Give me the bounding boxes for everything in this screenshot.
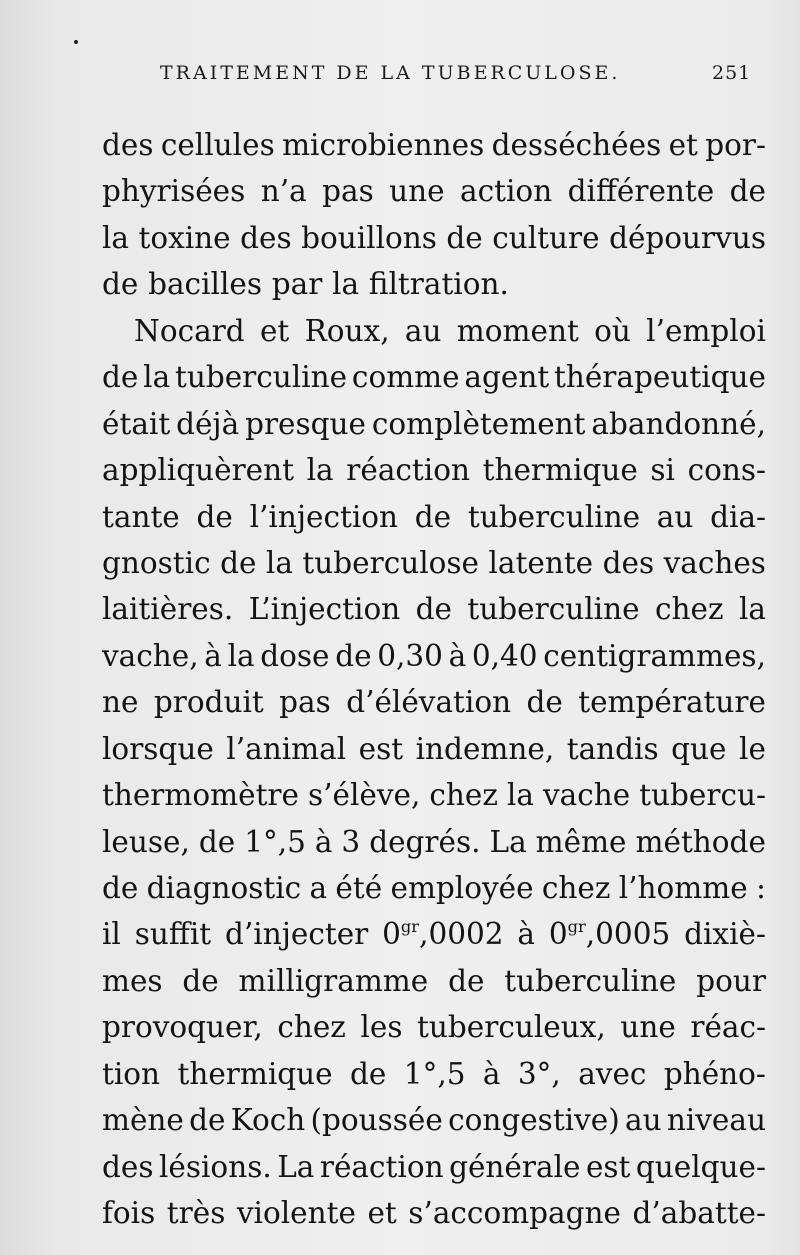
text-line [102, 168, 766, 214]
word: bouillons [301, 220, 437, 255]
word: suffit [134, 917, 212, 952]
word: dose [260, 638, 330, 673]
word: il [102, 917, 121, 952]
word: de [729, 174, 766, 209]
word: à [204, 638, 222, 673]
word: n’a [260, 174, 307, 209]
page-number: 251 [712, 62, 752, 84]
word: microbiennes [282, 128, 485, 162]
word: thermique [482, 453, 638, 488]
word: que [671, 731, 727, 766]
text-line [102, 911, 766, 957]
word: comme [351, 360, 460, 395]
word: tion [102, 1056, 161, 1091]
word: générale [449, 1149, 581, 1184]
word: lésions. [158, 1149, 272, 1184]
word: action [460, 174, 553, 209]
word: phyrisées [102, 174, 246, 209]
word: 1°,5 [403, 1056, 466, 1091]
word: des [102, 1149, 154, 1184]
word: s’accompagne [408, 1196, 621, 1231]
word: Koch [230, 1103, 306, 1138]
word: bacilles [148, 267, 262, 302]
word: le [739, 731, 766, 766]
word: la [265, 545, 293, 580]
word: par [271, 267, 323, 302]
word: latente [488, 545, 594, 580]
word: pour [696, 963, 766, 998]
word: température [578, 685, 766, 720]
word: cons- [687, 453, 766, 488]
word: vache [542, 778, 631, 813]
word: L’injection [248, 592, 401, 627]
word: des [240, 220, 292, 255]
word: thermomètre [102, 778, 299, 813]
word: chez [654, 592, 724, 627]
word: gnostic [102, 545, 211, 580]
word: 0,40 [471, 638, 538, 673]
word: moment [456, 313, 579, 348]
word: $0^{gr},0002$ [382, 917, 504, 952]
word: tubercu- [639, 778, 766, 813]
paragraph-start-line [102, 308, 766, 354]
word: très [166, 1196, 226, 1231]
word: de [335, 638, 372, 673]
word: tuberculeux, [417, 1010, 606, 1045]
word: la [738, 592, 766, 627]
word: l’emploi [646, 313, 766, 348]
word: d’injecter [225, 917, 369, 952]
text-line [102, 1144, 766, 1190]
word: congestive) [448, 1103, 620, 1138]
word: où [594, 313, 631, 348]
word: La [277, 1149, 315, 1184]
word: degrés. [369, 824, 481, 859]
word: toxine [138, 220, 231, 255]
word: provoquer, [102, 1010, 263, 1045]
text-line [102, 1051, 766, 1097]
word: différente [567, 174, 715, 209]
text-line [102, 122, 766, 168]
print-speck [74, 40, 78, 44]
word: chez [277, 1010, 346, 1045]
word: réac- [690, 1010, 766, 1045]
word: diagnostic [146, 871, 302, 905]
word: d’élévation [346, 685, 512, 720]
word: de [448, 963, 485, 998]
body-text [102, 122, 766, 1237]
word: abandonné, [591, 406, 766, 441]
word: presque [245, 406, 366, 441]
word: et [668, 128, 698, 162]
word: tuberculine [174, 360, 348, 395]
word: mène [102, 1103, 184, 1138]
word: de [414, 499, 452, 534]
word: des [602, 545, 655, 580]
text-line [102, 540, 766, 586]
word: 3 [341, 824, 361, 859]
word: phéno- [663, 1056, 766, 1091]
word: à [482, 1056, 501, 1091]
word: milligramme [238, 963, 429, 998]
word: avec [578, 1056, 647, 1091]
word: à [517, 917, 535, 952]
word: laitières. [102, 592, 234, 627]
word: (poussée [310, 1103, 443, 1138]
word: l’homme [618, 871, 748, 905]
word: à [448, 638, 467, 673]
word: ne [102, 685, 139, 720]
word: centigrammes, [543, 638, 766, 673]
word: cellules [160, 128, 275, 162]
word: de [189, 1103, 226, 1138]
text-line [102, 633, 766, 679]
word: est [585, 1149, 631, 1184]
word: réaction [346, 453, 470, 488]
word: Nocard [134, 313, 245, 348]
word: si [650, 453, 675, 488]
word: culture [492, 220, 600, 255]
text-line [102, 215, 766, 261]
text-line [102, 261, 766, 307]
word: réaction [319, 1149, 444, 1184]
text-line [102, 819, 766, 865]
text-line [102, 586, 766, 632]
word: une [620, 1010, 676, 1045]
text-line [102, 354, 766, 400]
word: de [102, 871, 139, 905]
word: la [506, 778, 534, 813]
word: por- [705, 128, 766, 162]
word: tante [102, 499, 180, 534]
word: niveau [666, 1103, 766, 1138]
word: de [102, 360, 139, 395]
word: 1°,5 [244, 824, 306, 859]
text-line [102, 865, 766, 911]
word: de [198, 824, 236, 859]
running-header [160, 62, 760, 90]
word: leuse, [102, 824, 190, 859]
word: de [415, 592, 452, 627]
word: a [309, 871, 328, 905]
word: thermique [177, 1056, 333, 1091]
word: au [656, 499, 694, 534]
word: dia- [710, 499, 766, 534]
word: filtration. [368, 267, 509, 302]
word: des [102, 128, 154, 162]
text-line [102, 494, 766, 540]
word: la [102, 220, 130, 255]
word: la [332, 267, 360, 302]
word: Roux, [304, 313, 390, 348]
word: tuberculine [467, 499, 641, 534]
word: indemne, [415, 731, 555, 766]
text-line [102, 1097, 766, 1143]
word: les [360, 1010, 403, 1045]
word: même [535, 824, 627, 859]
word: est [358, 731, 404, 766]
word: à [314, 824, 333, 859]
word: et [259, 313, 290, 348]
word: au [404, 313, 442, 348]
word: de [526, 685, 563, 720]
word: violente [236, 1196, 356, 1231]
text-line [102, 772, 766, 818]
word: tuberculine [504, 963, 677, 998]
text-line [102, 1004, 766, 1050]
word: s’élève, [308, 778, 421, 813]
word: dépourvus [609, 220, 766, 255]
text-line [102, 401, 766, 447]
word: était [102, 406, 171, 441]
word: produit [153, 685, 264, 720]
word: de [220, 545, 257, 580]
word: tandis [566, 731, 659, 766]
word: lorsque [102, 731, 214, 766]
word: de [350, 1056, 387, 1091]
word: dixiè- [684, 917, 766, 952]
word: vaches [663, 545, 766, 580]
word: mes [102, 963, 163, 998]
word: au [624, 1103, 662, 1138]
text-line [102, 958, 766, 1004]
word: chez [429, 778, 498, 813]
word: tuberculose [302, 545, 480, 580]
word: la [227, 638, 255, 673]
text-line [102, 447, 766, 493]
word: l’animal [226, 731, 347, 766]
word: de [102, 267, 139, 302]
word: complètement [371, 406, 586, 441]
word: quelque- [635, 1149, 766, 1184]
word: déjà [176, 406, 240, 441]
word: appliquèrent [102, 453, 294, 488]
word: la [306, 453, 334, 488]
word: chez [541, 871, 611, 905]
word: $0^{gr},0005$ [548, 917, 671, 952]
word: agent [464, 360, 550, 395]
word: méthode [635, 824, 766, 859]
text-line [102, 679, 766, 725]
word: une [389, 174, 445, 209]
word: desséchées [491, 128, 662, 162]
word: : [756, 871, 766, 905]
word: d’abatte- [632, 1196, 766, 1231]
word: l’injection [249, 499, 399, 534]
word: 3°, [517, 1056, 561, 1091]
word: fois [102, 1196, 156, 1231]
word: et [367, 1196, 397, 1231]
word: 0,30 [377, 638, 443, 673]
word: la [143, 360, 171, 395]
word: été [335, 871, 383, 905]
word: tuberculine [467, 592, 640, 627]
word: de [446, 220, 483, 255]
word: pas [279, 685, 331, 720]
running-title: TRAITEMENT DE LA TUBERCULOSE. [160, 62, 621, 84]
word: vache, [102, 638, 199, 673]
word: thérapeutique [554, 360, 766, 395]
text-line [102, 726, 766, 772]
word: de [196, 499, 233, 534]
word: pas [322, 174, 374, 209]
word: de [182, 963, 219, 998]
text-line [102, 1190, 766, 1236]
word: La [489, 824, 527, 859]
word: employée [390, 871, 534, 905]
